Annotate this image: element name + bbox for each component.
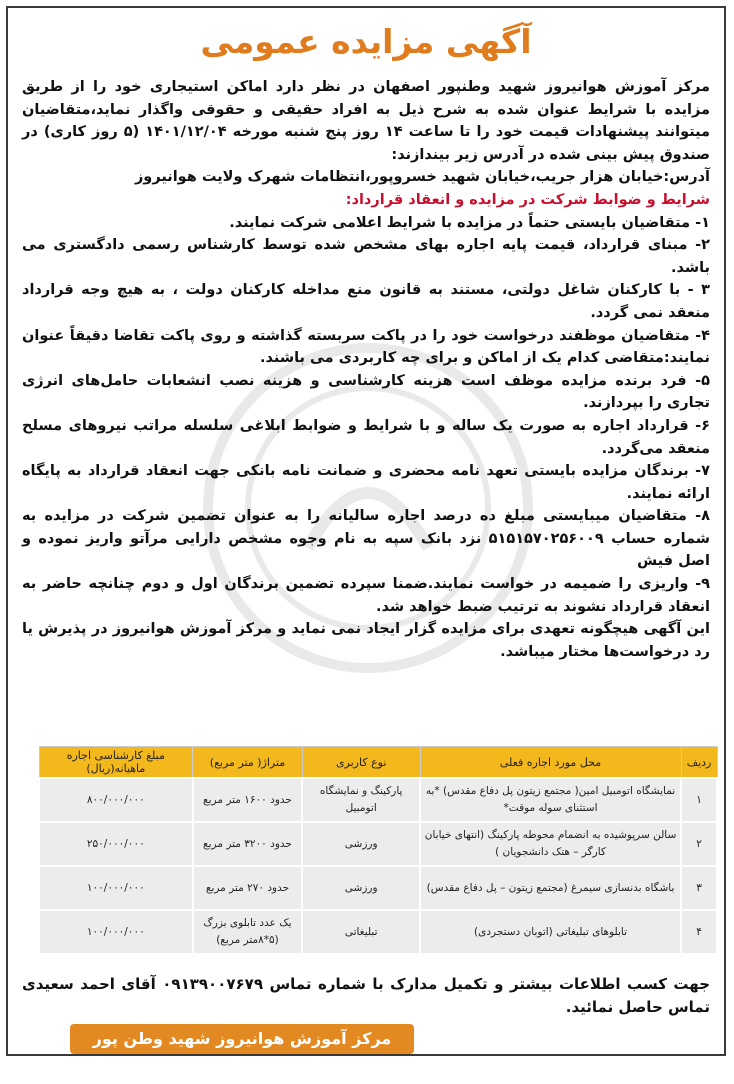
address-line: آدرس:خیابان هزار جریب،خیابان شهید خسروپور،انتظامات شهرک ولایت هوانیروز [134,169,710,186]
condition-item: ۶- قرارداد اجاره به صورت یک ساله و با شرایط و ضوابط ابلاغی سلسله مراتب نیروهای مسلح منعقد می‌گردد. [22,417,710,457]
amount-cell: ۱۰۰/۰۰۰/۰۰۰ [39,910,193,954]
table-row [39,778,717,822]
table-header-row [39,747,717,779]
header-rent-amount: مبلغ کارشناسی اجاره ماهیانه(ریال) [39,747,193,779]
condition-item: ۹- واریزی را ضمیمه در خواست نمایند.ضمنا سپرده تضمین برندگان اول و دوم چنانچه حاضر به انعقاد قرارداد نشوند به ترتیب ضبط خواهد شد. [22,576,710,615]
table-row [39,822,717,866]
conditions-heading: شرایط و ضوابط شرکت در مزایده و انعقاد قرارداد: [345,191,710,208]
table-row [39,866,717,910]
condition-item: ۷- برندگان مزایده بایستی تعهد نامه محضری و ضمانت نامه بانکی جهت انعقاد قرارداد به پایگاه ارائه نمایند. [22,463,710,502]
amount-cell: ۲۵۰/۰۰۰/۰۰۰ [39,822,193,866]
condition-item: ۸- متقاضیان میبایستی مبلغ ده درصد اجاره سالیانه را به عنوان تضمین شرکت در مزایده به شماره حساب ۵۱۵۱۵۷۰۲۵۶۰۰۹ نزد بانک سپه به نام وجوه مشخص دارایی مرآتو واریز نموده و اصل فیش [22,508,710,570]
location-cell: نمایشگاه اتومبیل امین( مجتمع زیتون پل دفاع مقدس) *به استثنای سوله موقت* [420,778,681,822]
area-cell: یک عدد تابلوی بزرگ (۵*۸متر مربع) [193,910,303,954]
row-number: ۲ [681,822,717,866]
disclaimer: این آگهی هیچگونه تعهدی برای مزایده گزار ایجاد نمی نماید و مرکز آموزش هوانیروز در پذیرش یا رد درخواست‌ها مختار میباشد. [22,621,710,660]
table-row [39,910,717,954]
footer-banner: مرکز آموزش هوانیروز شهید وطن پور اصفهان [70,1024,414,1054]
usage-cell: تبلیغاتی [302,910,420,954]
condition-item: ۲- مبنای قرارداد، قیمت پایه اجاره بهای مشخص شده توسط کارشناس رسمی دادگستری می باشد. [22,237,710,276]
notice-title: آگهی مزایده عمومی [200,22,532,61]
notice-frame [6,6,726,1078]
row-number: ۱ [681,778,717,822]
usage-cell: ورزشی [302,822,420,866]
row-number: ۴ [681,910,717,954]
location-cell: باشگاه بدنسازی سیمرغ (مجتمع زیتون – پل دفاع مقدس) [420,866,681,910]
location-cell: تابلوهای تبلیغاتی (اتوبان دستجردی) [420,910,681,954]
contact-info: جهت کسب اطلاعات بیشتر و تکمیل مدارک با شماره تماس ۰۹۱۳۹۰۰۷۶۷۹ آقای احمد سعیدی تماس حاصل نمائید. [22,975,711,1016]
condition-item: ۳ - با کارکنان شاغل دولتی، مستند به قانون منع مداخله کارکنان دولت ، به هیچ وجه قرارداد منعقد نمی گردد. [22,282,710,321]
area-cell: حدود ۱۶۰۰ متر مربع [193,778,303,822]
condition-item: ۱- متقاضیان بایستی حتماً در مزایده با شرایط اعلامی شرکت نمایند. [229,214,710,231]
location-cell: سالن سرپوشیده به انضمام محوطه پارکینگ (انتهای خیابان کارگر – هتک دانشجویان ) [420,822,681,866]
header-area: متراژ( متر مربع) [193,747,303,779]
header-usage: نوع کاربری [302,747,420,779]
area-cell: حدود ۳۲۰۰ متر مربع [193,822,303,866]
amount-cell: ۸۰۰/۰۰۰/۰۰۰ [39,778,193,822]
notice-body [22,76,710,663]
header-row-number: ردیف [681,747,717,779]
properties-table [38,746,718,955]
intro-paragraph: مرکز آموزش هوانیروز شهید وطنپور اصفهان در نظر دارد اماکن استیجاری خود را از طریق مزایده با شرایط عنوان شده به شرح ذیل به افراد حقیقی و حقوقی واگذار نماید،متقاضیان میتوانند پیشنهادات قیمت خود را تا ساعت ۱۴ روز پنج شنبه مورخه ۱۴۰۱/۱۲/۰۴ (۵ روز کاری) در صندوق پیش بینی شده در آدرس زیر بیندازند: [22,79,711,163]
usage-cell: پارکینگ و نمایشگاه اتومبیل [302,778,420,822]
header-location: محل مورد اجاره فعلی [420,747,681,779]
condition-item: ۴- متقاضیان موظفند درخواست خود را در پاکت سربسته گذاشته و روی پاکت تقاضا دقیقاً عنوان نمایند:متقاضی کدام یک از اماکن و برای چه کاربردی می باشند. [22,327,710,367]
row-number: ۳ [681,866,717,910]
condition-item: ۵- فرد برنده مزایده موظف است هزینه کارشناسی و هزینه نصب انشعابات حامل‌های انرژی تجاری را بپردازند. [22,372,710,412]
usage-cell: ورزشی [302,866,420,910]
amount-cell: ۱۰۰/۰۰۰/۰۰۰ [39,866,193,910]
area-cell: حدود ۲۷۰ متر مربع [193,866,303,910]
